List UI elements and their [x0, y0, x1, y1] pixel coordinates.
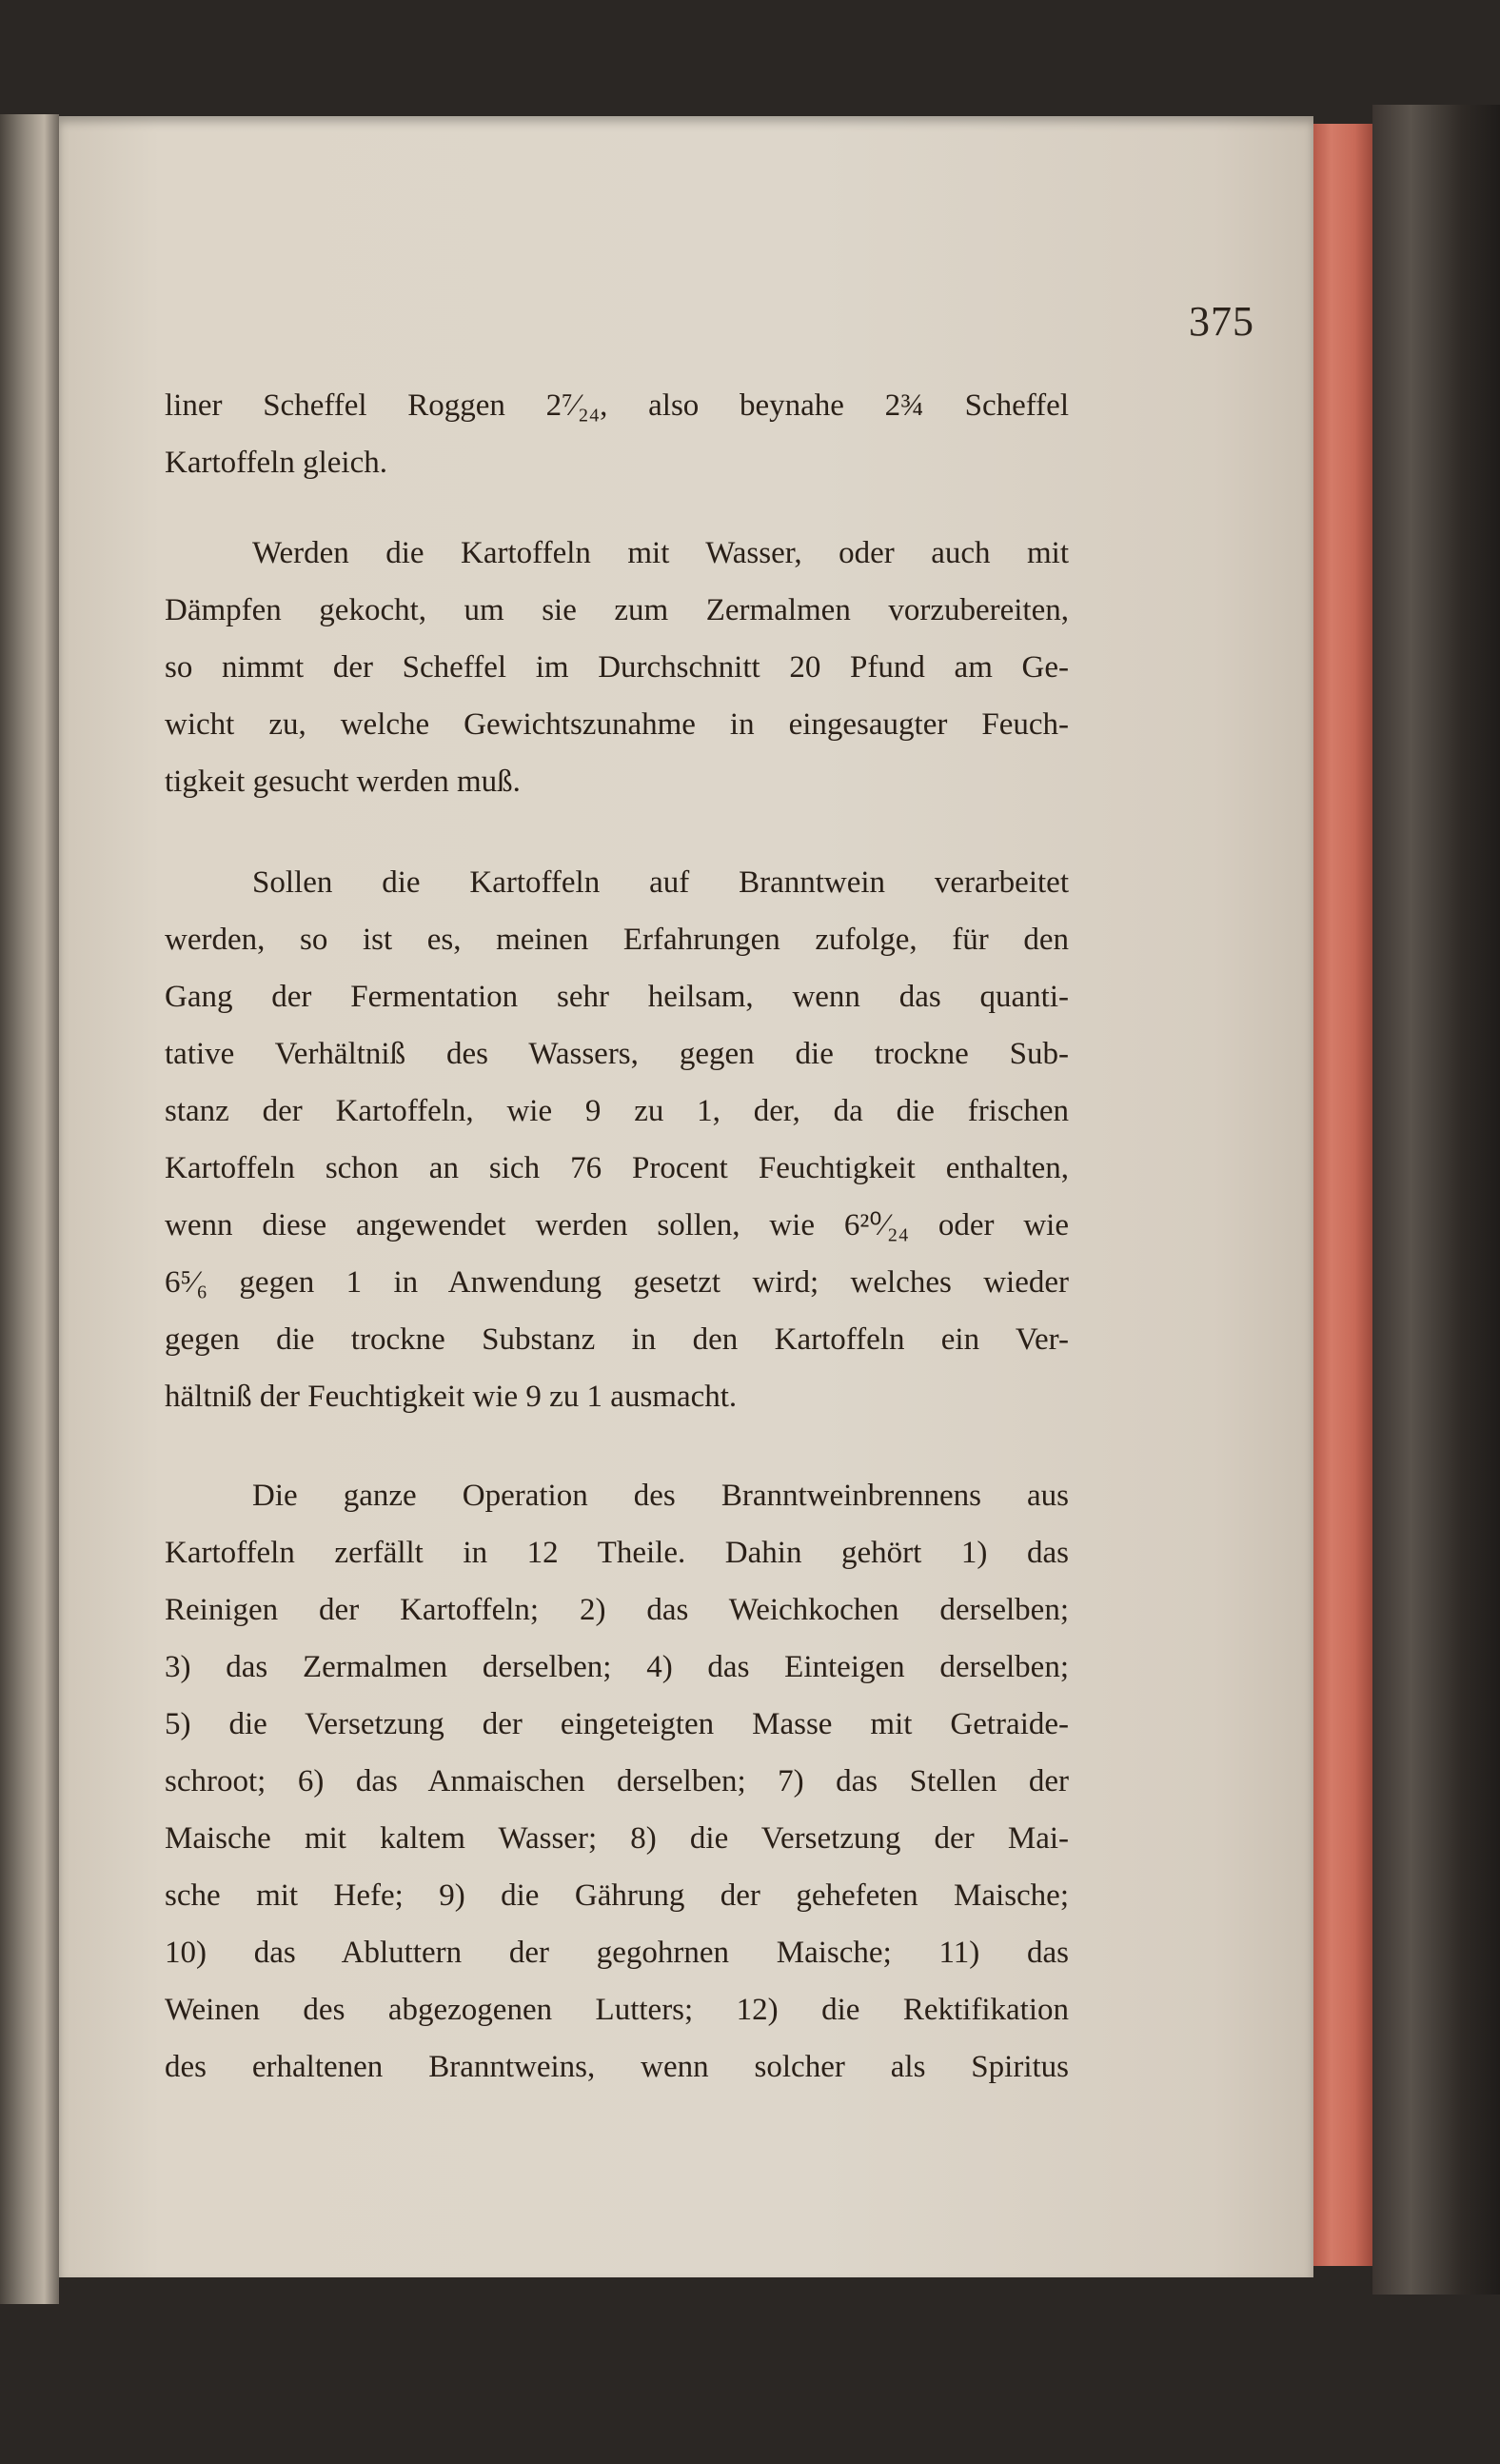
text-line: Die ganze Operation des Branntweinbrennens aus — [252, 1479, 1069, 1513]
text-line: Kartoffeln gleich. — [165, 446, 387, 480]
red-page-edges — [1313, 124, 1372, 2266]
text-line: tigkeit gesucht werden muß. — [165, 765, 521, 799]
text-line: wenn diese angewendet werden sollen, wie 6²⁰⁄₂₄ oder wie — [165, 1208, 1069, 1242]
text-line: werden, so ist es, meinen Erfahrungen zufolge, für den — [165, 923, 1069, 957]
text-line: wicht zu, welche Gewichtszunahme in eingesaugter Feuch- — [165, 707, 1069, 742]
paragraph — [165, 854, 1069, 1425]
text-line: hältniß der Feuchtigkeit wie 9 zu 1 ausmacht. — [165, 1380, 738, 1414]
text-line: Werden die Kartoffeln mit Wasser, oder auch mit — [252, 536, 1069, 570]
text-line: des erhaltenen Branntweins, wenn solcher als Spiritus — [165, 2050, 1069, 2084]
paragraph — [165, 1467, 1069, 2096]
text-line: Maische mit kaltem Wasser; 8) die Versetzung der Mai- — [165, 1821, 1069, 1856]
page-number: 375 — [1189, 298, 1254, 345]
text-line: schroot; 6) das Anmaischen derselben; 7) das Stellen der — [165, 1764, 1069, 1798]
text-line: Gang der Fermentation sehr heilsam, wenn das quanti- — [165, 980, 1069, 1014]
text-line: 10) das Abluttern der gegohrnen Maische; 11) das — [165, 1936, 1069, 1970]
text-line: Weinen des abgezogenen Lutters; 12) die Rektifikation — [165, 1993, 1069, 2027]
text-line: 6⁵⁄₆ gegen 1 in Anwendung gesetzt wird; welches wieder — [165, 1265, 1069, 1300]
text-line: 3) das Zermalmen derselben; 4) das Einteigen derselben; — [165, 1650, 1069, 1684]
paragraph — [165, 377, 1069, 491]
text-line: tative Verhältniß des Wassers, gegen die trockne Sub- — [165, 1037, 1069, 1071]
left-page-edge — [0, 114, 59, 2304]
text-line: 5) die Versetzung der eingeteigten Masse mit Getraide- — [165, 1707, 1069, 1741]
text-line: Kartoffeln zerfällt in 12 Theile. Dahin gehört 1) das — [165, 1536, 1069, 1570]
text-line: gegen die trockne Substanz in den Kartoffeln ein Ver- — [165, 1322, 1069, 1357]
text-line: Kartoffeln schon an sich 76 Procent Feuchtigkeit enthalten, — [165, 1151, 1069, 1185]
book-cover-edge — [1372, 105, 1500, 2295]
text-line: liner Scheffel Roggen 2⁷⁄₂₄, also beynahe 2¾ Scheffel — [165, 388, 1069, 423]
text-line: stanz der Kartoffeln, wie 9 zu 1, der, da die frischen — [165, 1094, 1069, 1128]
text-line: Reinigen der Kartoffeln; 2) das Weichkochen derselben; — [165, 1593, 1069, 1627]
paragraph — [165, 525, 1069, 810]
text-line: Sollen die Kartoffeln auf Branntwein verarbeitet — [252, 865, 1069, 900]
text-line: Dämpfen gekocht, um sie zum Zermalmen vorzubereiten, — [165, 593, 1069, 627]
text-line: sche mit Hefe; 9) die Gährung der gehefeten Maische; — [165, 1878, 1069, 1913]
text-line: so nimmt der Scheffel im Durchschnitt 20 Pfund am Ge- — [165, 650, 1069, 685]
